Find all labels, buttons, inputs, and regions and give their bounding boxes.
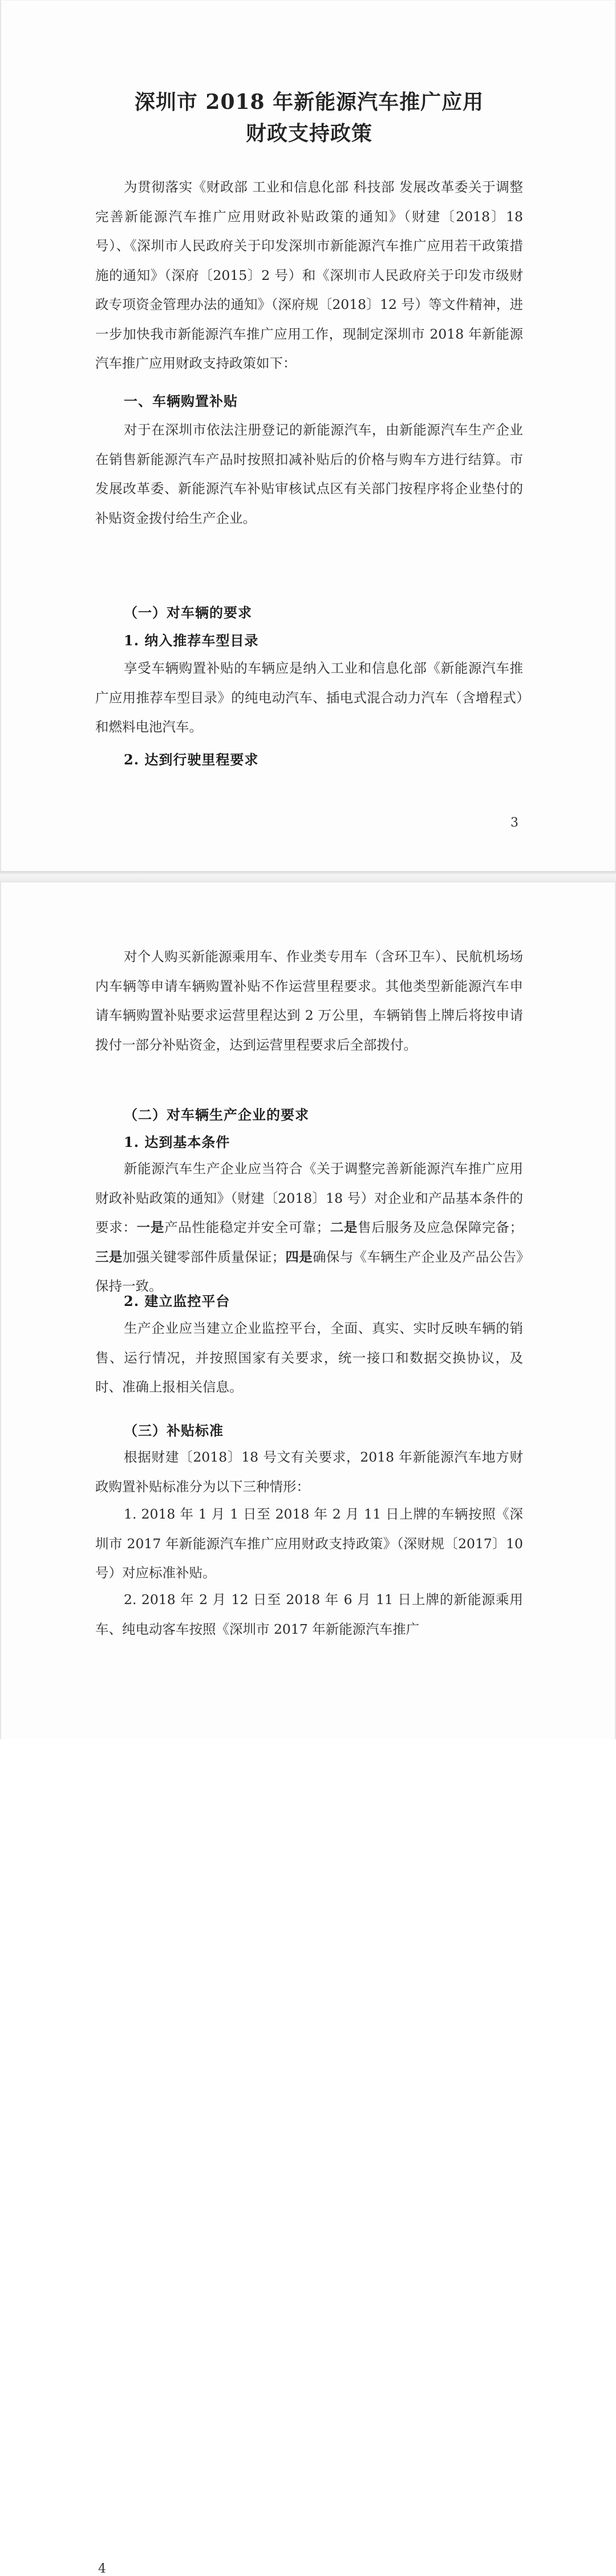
- mileage-paragraph: 对个人购买新能源乘用车、作业类专用车（含环卫车）、民航机场场内车辆等申请车辆购置补贴不作运营里程要求。其他类型新能源汽车申请车辆购置补贴要求运营里程达到 2 万公里，车辆销售上牌后将按申请拨付一部分补贴资金，达到运营里程要求后全部拨付。: [95, 949, 523, 1053]
- subsection-heading-subsidy-standards: （三）补贴标准: [124, 1422, 224, 1439]
- item-heading-basic-conditions: 1. 达到基本条件: [124, 1134, 230, 1150]
- document-title-line-2: 财政支持政策: [245, 121, 372, 145]
- condition-2-keyword: 二是: [329, 1219, 358, 1235]
- page-number: 4: [98, 2562, 106, 2576]
- subsidy-case-2: 2. 2018 年 2 月 12 日至 2018 年 6 月 11 日上牌的新能源乘用车、纯电动客车按照《深圳市 2017 年新能源汽车推广: [95, 1592, 523, 1637]
- subsidy-case-1: 1. 2018 年 1 月 1 日至 2018 年 2 月 11 日上牌的车辆按照《深圳市 2017 年新能源汽车推广应用财政支持政策》（深财规〔2017〕10 号）对应标准补贴。: [95, 1506, 523, 1581]
- item-paragraph-basic-conditions: [95, 1154, 523, 1301]
- document-page-4: [0, 881, 616, 2576]
- document-page-3: [0, 0, 616, 871]
- item-paragraph-monitoring: 生产企业应当建立企业监控平台，全面、真实、实时反映车辆的销售、运行情况，并按照国家有关要求，统一接口和数据交换协议，及时、准确上报相关信息。: [95, 1320, 523, 1395]
- item-heading-recommended-catalog: 1. 纳入推荐车型目录: [124, 632, 259, 649]
- condition-2-text: 售后服务及应急保障完备；: [358, 1219, 524, 1235]
- condition-3-text: 加强关键零部件质量保证；: [122, 1248, 286, 1265]
- section-paragraph-settlement: 对于在深圳市依法注册登记的新能源汽车，由新能源汽车生产企业在销售新能源汽车产品时按照扣减补贴后的价格与购车方进行结算。市发展改革委、新能源汽车补贴审核试点区有关部门按程序将企业垫付的补贴资金拨付给生产企业。: [95, 422, 523, 526]
- intro-paragraph: 为贯彻落实《财政部 工业和信息化部 科技部 发展改革委关于调整完善新能源汽车推广应用财政补贴政策的通知》（财建〔2018〕18 号）、《深圳市人民政府关于印发深圳市新能源汽车推广应用若干政策措施的通知》（深府〔2015〕2 号）和《深圳市人民政府关于印发市级财政专项资金管理办法的通知》（深府规〔2018〕12 号）等文件精神，进一步加快我市新能源汽车推广应用工作，现制定深圳市 2018 年新能源汽车推广应用财政支持政策如下：: [95, 179, 523, 371]
- condition-3-keyword: 三是: [95, 1248, 123, 1265]
- item-heading-mileage: 2. 达到行驶里程要求: [124, 751, 259, 768]
- page-separator: [0, 871, 616, 881]
- condition-1-text: 产品性能稳定并安全可靠；: [164, 1219, 330, 1235]
- condition-1-keyword: 一是: [136, 1219, 165, 1235]
- page-number: 3: [510, 816, 518, 830]
- document-title-line-1: 深圳市 2018 年新能源汽车推广应用: [134, 90, 484, 114]
- item-heading-monitoring-platform: 2. 建立监控平台: [124, 1293, 230, 1309]
- subsidy-standards-paragraph: 根据财建〔2018〕18 号文有关要求，2018 年新能源汽车地方财政购置补贴标准分为以下三种情形：: [95, 1449, 523, 1495]
- condition-4-keyword: 四是: [285, 1248, 313, 1265]
- item-paragraph-catalog: 享受车辆购置补贴的车辆应是纳入工业和信息化部《新能源汽车推广应用推荐车型目录》的纯电动汽车、插电式混合动力汽车（含增程式）和燃料电池汽车。: [95, 660, 523, 735]
- conditions-intro: 新能源汽车生产企业应当符合《关于调整完善新能源汽车推广应用财政补贴政策的通知》（财建〔2018〕18 号）对企业和产品基本条件的要求：: [95, 1161, 523, 1235]
- subsection-heading-vehicle-requirements: （一）对车辆的要求: [124, 604, 252, 621]
- condition-4-text: 确保与《车辆生产企业及产品公告》保持一致。: [95, 1248, 524, 1294]
- subsection-heading-manufacturer-requirements: （二）对车辆生产企业的要求: [124, 1106, 309, 1123]
- section-heading-vehicle-subsidy: 一、车辆购置补贴: [124, 393, 238, 409]
